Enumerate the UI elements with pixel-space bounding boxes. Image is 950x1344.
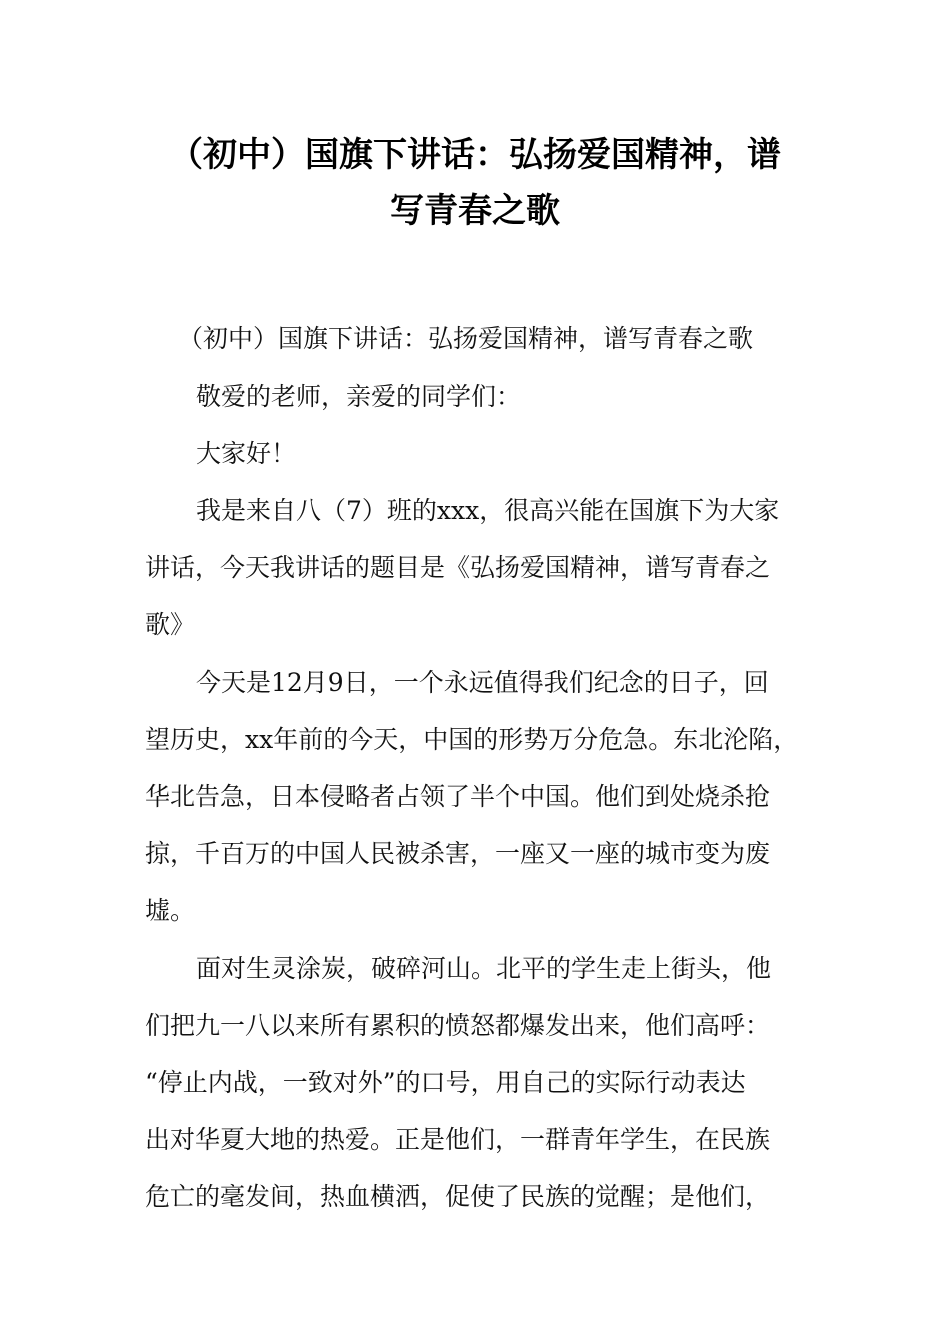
paragraph-line: 掠，千百万的中国人民被杀害，一座又一座的城市变为废 [145, 839, 771, 868]
paragraph-line: 墟。 [145, 896, 196, 925]
paragraph-line: 华北告急，日本侵略者占领了半个中国。他们到处烧杀抢 [145, 782, 771, 811]
subtitle-line: （初中）国旗下讲话：弘扬爱国精神，谱写青春之歌 [178, 324, 754, 353]
salutation-line: 敬爱的老师，亲爱的同学们： [196, 382, 522, 411]
document-title-line-1: （初中）国旗下讲话：弘扬爱国精神，谱 [169, 135, 781, 175]
document-title-line-2: 写青春之歌 [390, 191, 560, 231]
paragraph-line: 讲话，今天我讲话的题目是《弘扬爱国精神，谱写青春之 [145, 553, 771, 582]
greeting-line: 大家好！ [196, 439, 297, 468]
paragraph-line: 望历史，xx年前的今天，中国的形势万分危急。东北沦陷， [145, 725, 799, 754]
paragraph-line: 歌》 [145, 610, 196, 639]
paragraph-line: “停止内战，一致对外”的口号，用自己的实际行动表达 [145, 1068, 746, 1097]
paragraph-line: 今天是12月9日，一个永远值得我们纪念的日子，回 [196, 668, 769, 697]
paragraph-line: 危亡的毫发间，热血横洒，促使了民族的觉醒；是他们， [145, 1182, 771, 1211]
paragraph-line: 我是来自八（7）班的xxx，很高兴能在国旗下为大家 [196, 496, 780, 525]
paragraph-line: 面对生灵涂炭，破碎河山。北平的学生走上街头，他 [196, 954, 772, 983]
paragraph-line: 出对华夏大地的热爱。正是他们，一群青年学生，在民族 [145, 1125, 771, 1154]
paragraph-line: 们把九一八以来所有累积的愤怒都爆发出来，他们高呼： [145, 1011, 771, 1040]
